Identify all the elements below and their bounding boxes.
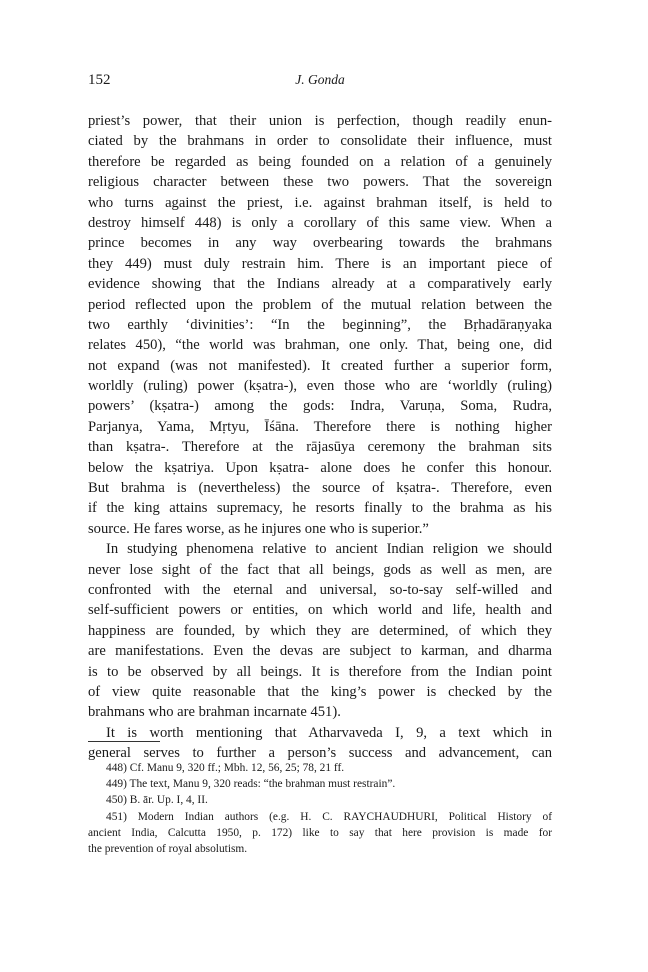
text-line: It is worth mentioning that Atharvaveda I, 9, a text which in [106, 724, 552, 741]
footnote-448: 448) Cf. Manu 9, 320 ff.; Mbh. 12, 56, 25; 78, 21 ff. [106, 762, 345, 774]
text-line: destroy himself 448) is only a corollary of this same view. When a [88, 214, 552, 231]
footnote-451-continued: the prevention of royal absolutism. [88, 843, 248, 856]
running-head: J. Gonda [295, 72, 345, 87]
text-line: happiness are founded, by which they are determined, of which they [88, 622, 552, 639]
text-line: two earthly ‘divinities’: “In the beginning”, the Bṛhadāraṇyaka [88, 316, 552, 333]
body-text [88, 111, 552, 764]
text-line: period reflected upon the problem of the mutual relation between the [88, 296, 552, 313]
text-line: who turns against the priest, i.e. against brahman itself, is held to [88, 194, 552, 211]
footnote-451-continued: ancient India, Calcutta 1950, p. 172) like to say that here provision is made for [88, 826, 552, 839]
text-line: than kṣatra-. Therefore at the rājasūya ceremony the brahman sits [88, 439, 552, 456]
footnote-449: 449) The text, Manu 9, 320 reads: “the brahman must restrain”. [106, 778, 396, 791]
footnotes [88, 760, 552, 857]
text-line: not expand (was not manifested). It created further a superior form, [88, 357, 552, 374]
footnote-451: 451) Modern Indian authors (e.g. H. C. RAYCHAUDHURI, Political History of [106, 810, 552, 823]
text-line: In studying phenomena relative to ancient Indian religion we should [106, 541, 552, 558]
text-line: below the kṣatriya. Upon kṣatra- alone does he confer this honour. [88, 459, 552, 476]
text-line: confronted with the eternal and universal, so-to-say self-willed and [88, 581, 552, 598]
text-line: they 449) must duly restrain him. There is an important piece of [88, 255, 552, 272]
text-line: of view quite reasonable that the king’s power is checked by the [88, 683, 552, 700]
text-line: Parjanya, Yama, Mṛtyu, Īśāna. Therefore there is nothing higher [88, 418, 552, 435]
text-line: brahmans who are brahman incarnate 451). [88, 704, 341, 721]
text-line: therefore be regarded as being founded on a relation of a genuinely [88, 153, 552, 170]
text-line: source. He fares worse, as he injures one who is superior.” [88, 520, 429, 537]
footnote-450: 450) B. ār. Up. I, 4, II. [106, 794, 208, 807]
page-number: 152 [88, 72, 111, 88]
text-line: general serves to further a person’s success and advancement, can [88, 745, 552, 762]
text-line: relates 450), “the world was brahman, one only. That, being one, did [88, 337, 552, 354]
text-line: powers’ (kṣatra-) among the gods: Indra, Varuṇa, Soma, Rudra, [88, 398, 552, 415]
text-line: evidence showing that the Indians already at a comparatively early [88, 276, 552, 293]
text-line: priest’s power, that their union is perfection, though readily enun- [88, 113, 552, 129]
text-line: is to be observed by all beings. It is therefore from the Indian point [88, 663, 552, 680]
text-line: are manifestations. Even the devas are subject to karman, and dharma [88, 643, 552, 660]
text-line: self-sufficient powers or entities, on which world and life, health and [88, 602, 552, 619]
text-line: prince becomes in any way overbearing towards the brahmans [88, 235, 552, 252]
page-header [88, 72, 552, 92]
text-line: ciated by the brahmans in order to consolidate their influence, must [88, 133, 552, 150]
text-line: if the king attains supremacy, he resorts finally to the brahma as his [88, 500, 552, 517]
text-line: never lose sight of the fact that all beings, gods as well as men, are [88, 561, 552, 578]
text-line: worldly (ruling) power (kṣatra-), even those who are ‘worldly (ruling) [88, 378, 552, 395]
text-line: But brahma is (nevertheless) the source of kṣatra-. Therefore, even [88, 480, 552, 497]
footnote-divider [88, 741, 160, 742]
text-line: religious character between these two powers. That the sovereign [88, 174, 552, 191]
